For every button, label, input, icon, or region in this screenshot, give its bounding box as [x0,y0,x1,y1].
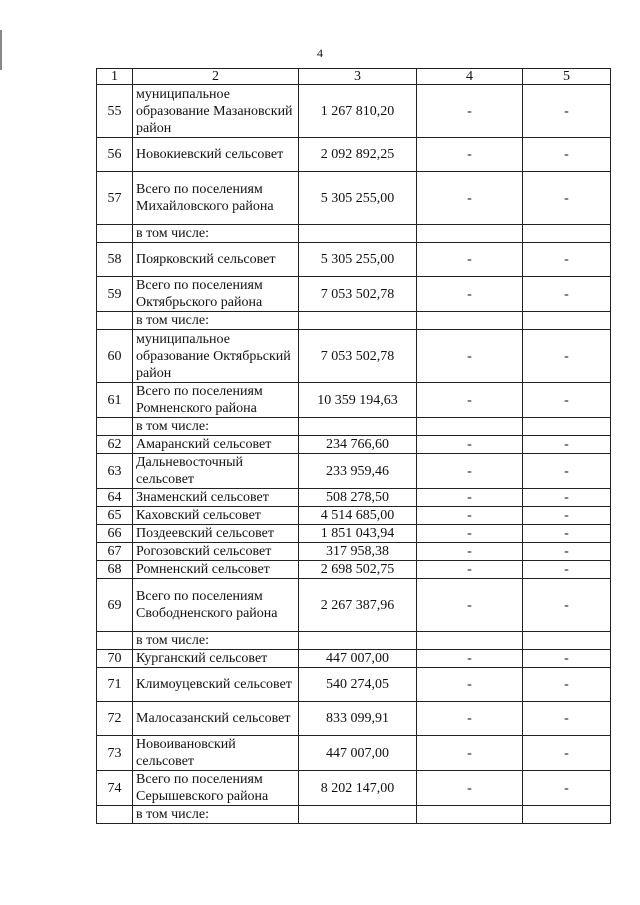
header-cell-5: 5 [523,69,611,85]
row-amount: 447 007,00 [299,650,417,668]
row-name: Дальневосточный сельсовет [133,454,299,489]
table-row [97,771,611,806]
table-row [97,579,611,632]
row-name: Климоуцевский сельсовет [133,668,299,702]
row-col5: - [523,668,611,702]
row-number: 65 [97,507,133,525]
row-amount: 2 267 387,96 [299,579,417,632]
row-amount: 1 851 043,94 [299,525,417,543]
row-col5: - [523,736,611,771]
row-name: Рогозовский сельсовет [133,543,299,561]
row-number [97,225,133,243]
row-col4: - [417,771,523,806]
row-amount: 5 305 255,00 [299,172,417,225]
row-number: 60 [97,330,133,383]
row-col5: - [523,702,611,736]
row-number: 56 [97,138,133,172]
row-col4: - [417,454,523,489]
row-col4 [417,632,523,650]
row-name: Всего по поселениям Серышевского района [133,771,299,806]
row-col5: - [523,243,611,277]
row-col4 [417,312,523,330]
row-amount: 4 514 685,00 [299,507,417,525]
row-col5: - [523,561,611,579]
row-col5: - [523,650,611,668]
row-amount: 833 099,91 [299,702,417,736]
table-row [97,525,611,543]
row-number: 74 [97,771,133,806]
row-col5: - [523,489,611,507]
table-row [97,507,611,525]
table-row [97,172,611,225]
row-name: муниципальное образование Мазановский район [133,85,299,138]
row-col4: - [417,543,523,561]
table-row [97,668,611,702]
row-amount: 2 092 892,25 [299,138,417,172]
row-name: в том числе: [133,225,299,243]
row-col4: - [417,138,523,172]
row-number: 63 [97,454,133,489]
row-number: 70 [97,650,133,668]
row-number [97,418,133,436]
row-name: Всего по поселениям Октябрьского района [133,277,299,312]
row-number: 73 [97,736,133,771]
row-col4 [417,806,523,824]
row-number: 55 [97,85,133,138]
row-amount [299,418,417,436]
row-number: 67 [97,543,133,561]
row-col5: - [523,277,611,312]
row-number: 58 [97,243,133,277]
row-col5 [523,806,611,824]
row-number [97,632,133,650]
header-cell-2: 2 [133,69,299,85]
row-name: Курганский сельсовет [133,650,299,668]
row-amount [299,312,417,330]
row-name: Ромненский сельсовет [133,561,299,579]
row-number [97,312,133,330]
row-number: 61 [97,383,133,418]
row-col5: - [523,771,611,806]
row-name: в том числе: [133,632,299,650]
row-name: Малосазанский сельсовет [133,702,299,736]
row-col4: - [417,579,523,632]
row-number: 64 [97,489,133,507]
row-amount: 8 202 147,00 [299,771,417,806]
page-number: 4 [317,46,323,60]
header-row [97,69,611,85]
table-row [97,561,611,579]
row-col5 [523,632,611,650]
row-col4: - [417,243,523,277]
row-col5: - [523,454,611,489]
row-col4: - [417,736,523,771]
row-col4: - [417,85,523,138]
row-amount [299,225,417,243]
row-number: 68 [97,561,133,579]
row-col4: - [417,489,523,507]
row-amount: 2 698 502,75 [299,561,417,579]
row-col4: - [417,668,523,702]
row-name: в том числе: [133,806,299,824]
row-number: 57 [97,172,133,225]
table-row [97,436,611,454]
row-col5 [523,418,611,436]
table-row [97,632,611,650]
table-row [97,736,611,771]
row-col5: - [523,436,611,454]
table-row [97,383,611,418]
table-row [97,277,611,312]
row-col5: - [523,383,611,418]
row-col4: - [417,383,523,418]
row-name: Амаранский сельсовет [133,436,299,454]
row-amount: 7 053 502,78 [299,330,417,383]
table-row [97,543,611,561]
table-row [97,418,611,436]
row-amount: 233 959,46 [299,454,417,489]
row-col5: - [523,525,611,543]
row-number: 71 [97,668,133,702]
row-col5: - [523,172,611,225]
row-col4: - [417,561,523,579]
row-number: 59 [97,277,133,312]
row-name: Новокиевский сельсовет [133,138,299,172]
row-name: муниципальное образование Октябрьский район [133,330,299,383]
row-amount [299,806,417,824]
table-row [97,702,611,736]
row-col5 [523,225,611,243]
row-name: в том числе: [133,418,299,436]
table-row [97,225,611,243]
table-body [97,69,611,824]
row-col4 [417,225,523,243]
budget-table [96,68,611,824]
row-number: 69 [97,579,133,632]
row-col4: - [417,330,523,383]
row-col5 [523,312,611,330]
row-amount: 447 007,00 [299,736,417,771]
table-row [97,138,611,172]
row-number: 62 [97,436,133,454]
row-number [97,806,133,824]
row-col4: - [417,650,523,668]
row-name: Всего по поселениям Свободненского района [133,579,299,632]
row-amount: 234 766,60 [299,436,417,454]
header-cell-3: 3 [299,69,417,85]
header-cell-4: 4 [417,69,523,85]
table-row [97,650,611,668]
row-name: в том числе: [133,312,299,330]
row-number: 72 [97,702,133,736]
row-amount [299,632,417,650]
row-name: Знаменский сельсовет [133,489,299,507]
row-name: Всего по поселениям Ромненского района [133,383,299,418]
row-name: Поздеевский сельсовет [133,525,299,543]
table-row [97,85,611,138]
row-col5: - [523,507,611,525]
row-col4: - [417,172,523,225]
table-row [97,243,611,277]
row-name: Каховский сельсовет [133,507,299,525]
row-col4: - [417,277,523,312]
row-col5: - [523,579,611,632]
row-col5: - [523,543,611,561]
row-col5: - [523,330,611,383]
row-name: Поярковский сельсовет [133,243,299,277]
row-amount: 317 958,38 [299,543,417,561]
row-amount: 10 359 194,63 [299,383,417,418]
row-name: Новоивановский сельсовет [133,736,299,771]
row-col4: - [417,525,523,543]
row-amount: 508 278,50 [299,489,417,507]
row-col4: - [417,507,523,525]
table-row [97,806,611,824]
row-col4: - [417,436,523,454]
row-amount: 540 274,05 [299,668,417,702]
row-number: 66 [97,525,133,543]
header-cell-1: 1 [97,69,133,85]
row-col5: - [523,85,611,138]
row-col4 [417,418,523,436]
table-row [97,489,611,507]
table-row [97,330,611,383]
row-col4: - [417,702,523,736]
row-col5: - [523,138,611,172]
row-amount: 1 267 810,20 [299,85,417,138]
row-name: Всего по поселениям Михайловского района [133,172,299,225]
row-amount: 5 305 255,00 [299,243,417,277]
table-row [97,312,611,330]
table-row [97,454,611,489]
row-amount: 7 053 502,78 [299,277,417,312]
